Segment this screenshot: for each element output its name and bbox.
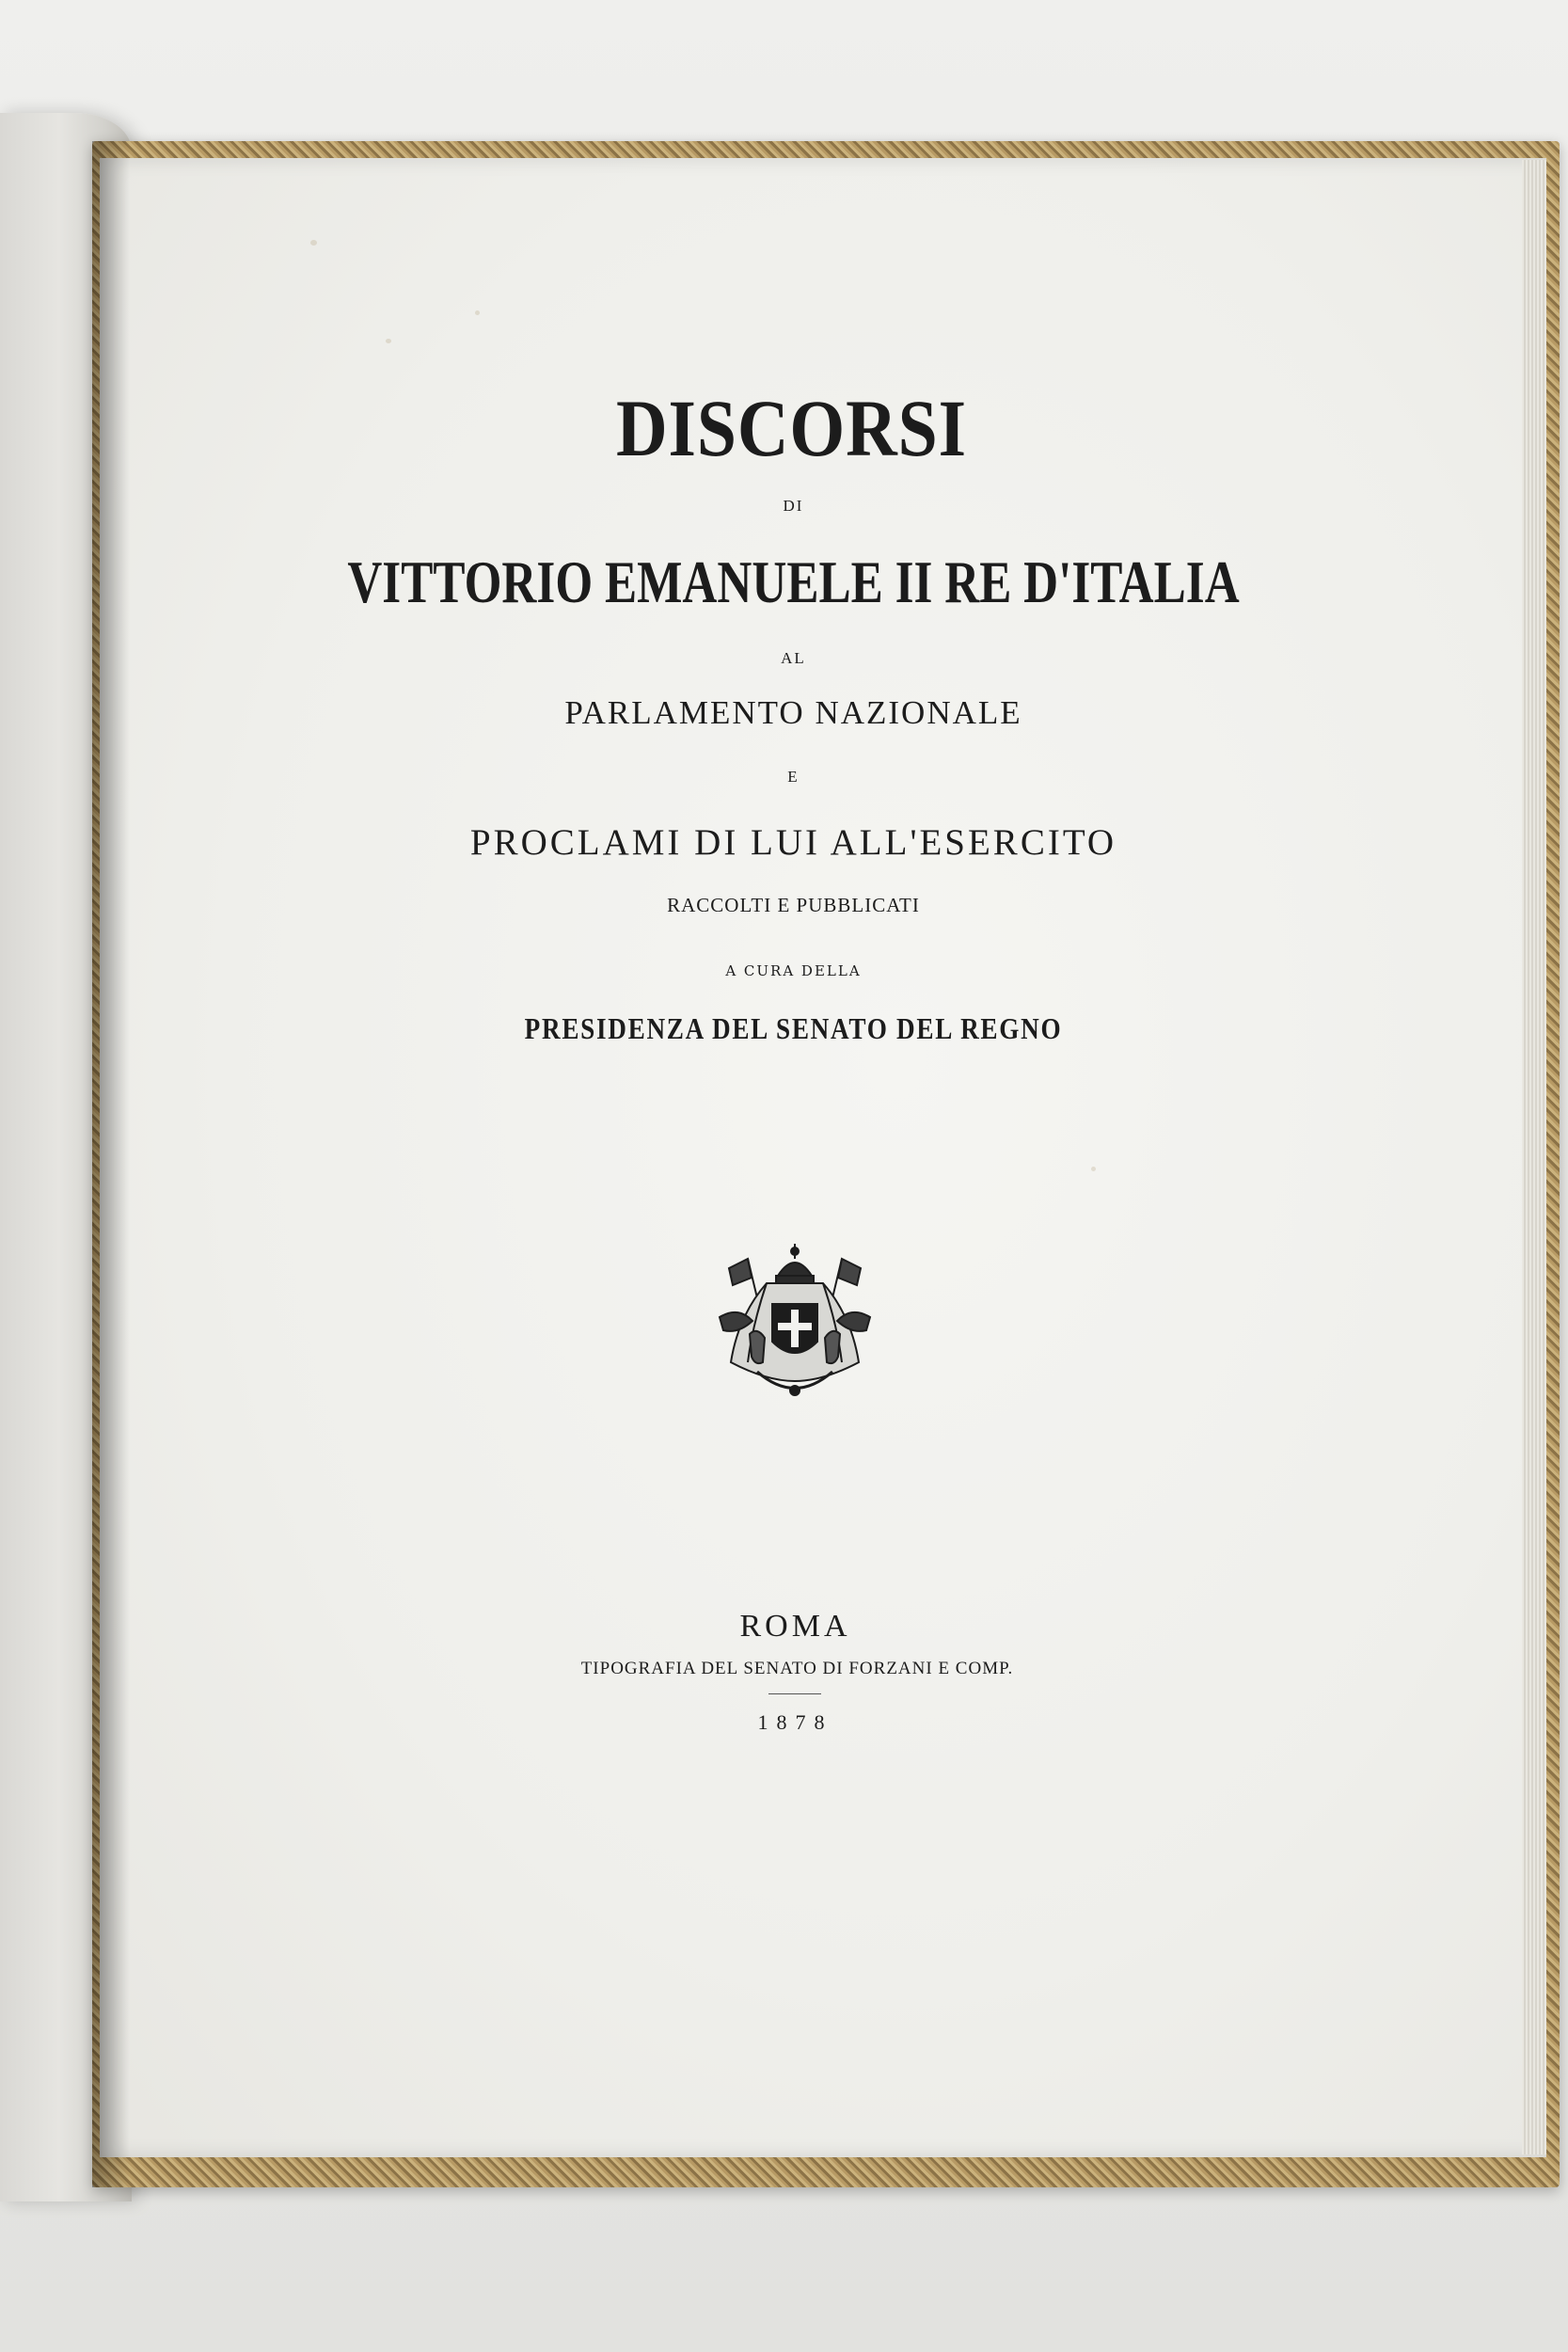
foxing-spot [475, 310, 480, 315]
connector-e: E [787, 768, 800, 786]
foxing-spot [386, 339, 391, 343]
royal-coat-of-arms-icon [710, 1240, 879, 1405]
author-name: VITTORIO EMANUELE II RE D'ITALIA [347, 548, 1240, 615]
editor-line: PRESIDENZA DEL SENATO DEL REGNO [524, 1011, 1063, 1045]
imprint-rule [768, 1693, 821, 1694]
proclamations-line: PROCLAMI DI LUI ALL'ESERCITO [469, 822, 1117, 863]
page-block-edge [1522, 160, 1546, 2154]
imprint-year: 1878 [757, 1710, 833, 1734]
foxing-spot [310, 240, 317, 246]
foxing-spot [1091, 1167, 1096, 1171]
collected-line: RACCOLTI E PUBBLICATI [667, 894, 920, 916]
imprint-printer: TIPOGRAFIA DEL SENATO DI FORZANI E COMP. [580, 1659, 1014, 1678]
book-title: DISCORSI [616, 383, 967, 473]
connector-di: DI [783, 497, 804, 515]
connector-al: AL [781, 649, 806, 667]
imprint-city: ROMA [739, 1609, 851, 1644]
parliament-line: PARLAMENTO NAZIONALE [564, 694, 1022, 731]
care-of-line: A CURA DELLA [725, 962, 862, 979]
